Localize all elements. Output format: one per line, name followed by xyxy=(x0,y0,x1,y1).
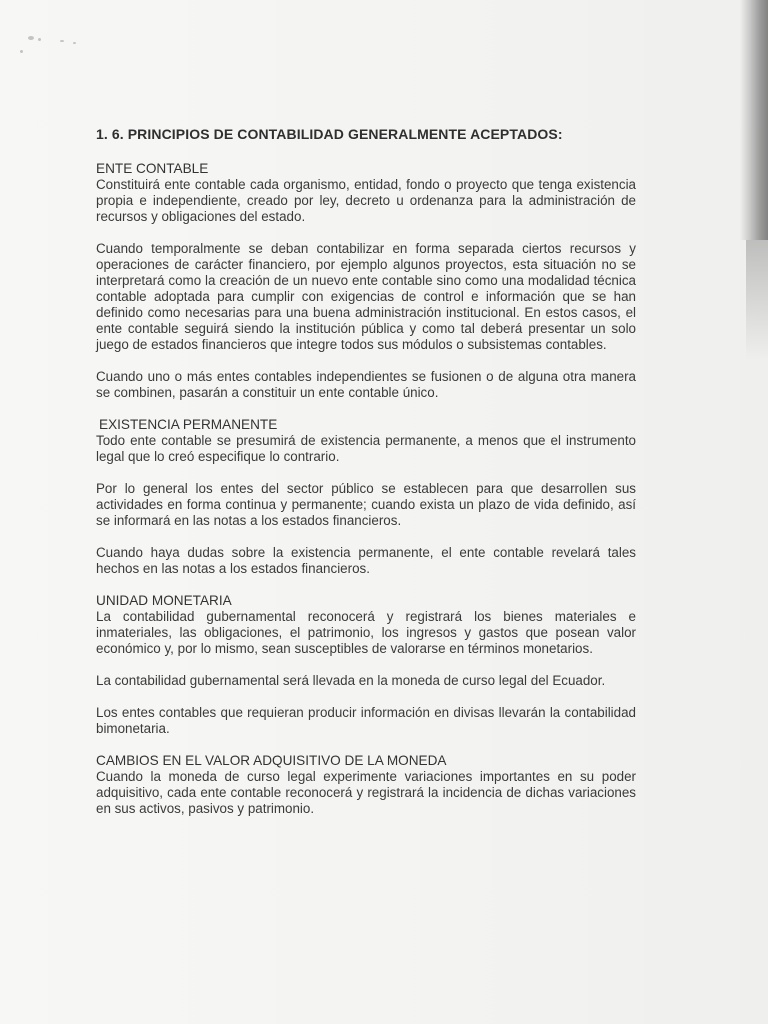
section-heading-existencia-permanente: EXISTENCIA PERMANENTE xyxy=(99,417,278,432)
scan-smudge-marks xyxy=(18,28,138,78)
section-heading-unidad-monetaria: UNIDAD MONETARIA xyxy=(96,593,232,608)
paragraph: Cuando haya dudas sobre la existencia permanente, el ente contable revelará tales hechos en las notas a los estados financieros. xyxy=(96,545,636,576)
document-body xyxy=(96,126,636,833)
scan-edge-fade xyxy=(746,240,768,360)
paragraph: Todo ente contable se presumirá de existencia permanente, a menos que el instrumento legal que lo creó especifique lo contrario. xyxy=(96,433,636,464)
paragraph: Cuando temporalmente se deban contabilizar en forma separada ciertos recursos y operaciones de carácter financiero, por ejemplo algunos proyectos, esta situación no se interpretará como la creación de un nuevo ente contable sino como una modalidad técnica contable adoptada para cumplir con exigencias de control e información que se han definido como necesarias para una buena administración institucional. En estos casos, el ente contable seguirá siendo la institución pública y como tal deberá presentar un solo juego de estados financieros que integre todos sus módulos o subsistemas contables. xyxy=(96,241,636,352)
paragraph: Los entes contables que requieran producir información en divisas llevarán la contabilidad bimonetaria. xyxy=(96,705,636,736)
paragraph: La contabilidad gubernamental reconocerá y registrará los bienes materiales e inmateriales, las obligaciones, el patrimonio, los ingresos y gastos que posean valor económico y, por lo mismo, sean susceptibles de valorarse en términos monetarios. xyxy=(96,609,636,656)
paragraph: Cuando uno o más entes contables independientes se fusionen o de alguna otra manera se combinen, pasarán a constituir un ente contable único. xyxy=(96,369,636,400)
section-heading-cambios-valor-adquisitivo: CAMBIOS EN EL VALOR ADQUISITIVO DE LA MONEDA xyxy=(96,753,447,768)
section-heading-ente-contable: ENTE CONTABLE xyxy=(96,161,209,176)
paragraph: Cuando la moneda de curso legal experimente variaciones importantes en su poder adquisitivo, cada ente contable reconocerá y registrará la incidencia de dichas variaciones en sus activos, pasivos y patrimonio. xyxy=(96,769,636,816)
scan-edge-shadow xyxy=(740,0,768,240)
paragraph: Por lo general los entes del sector público se establecen para que desarrollen sus actividades en forma continua y permanente; cuando exista un plazo de vida definido, así se informará en las notas a los estados financieros. xyxy=(96,481,636,528)
paragraph: Constituirá ente contable cada organismo, entidad, fondo o proyecto que tenga existencia propia e independiente, creado por ley, decreto u ordenanza para la administración de recursos y obligaciones del estado. xyxy=(96,177,636,224)
paragraph: La contabilidad gubernamental será llevada en la moneda de curso legal del Ecuador. xyxy=(96,673,606,688)
document-title: 1. 6. PRINCIPIOS DE CONTABILIDAD GENERALMENTE ACEPTADOS: xyxy=(96,126,563,142)
